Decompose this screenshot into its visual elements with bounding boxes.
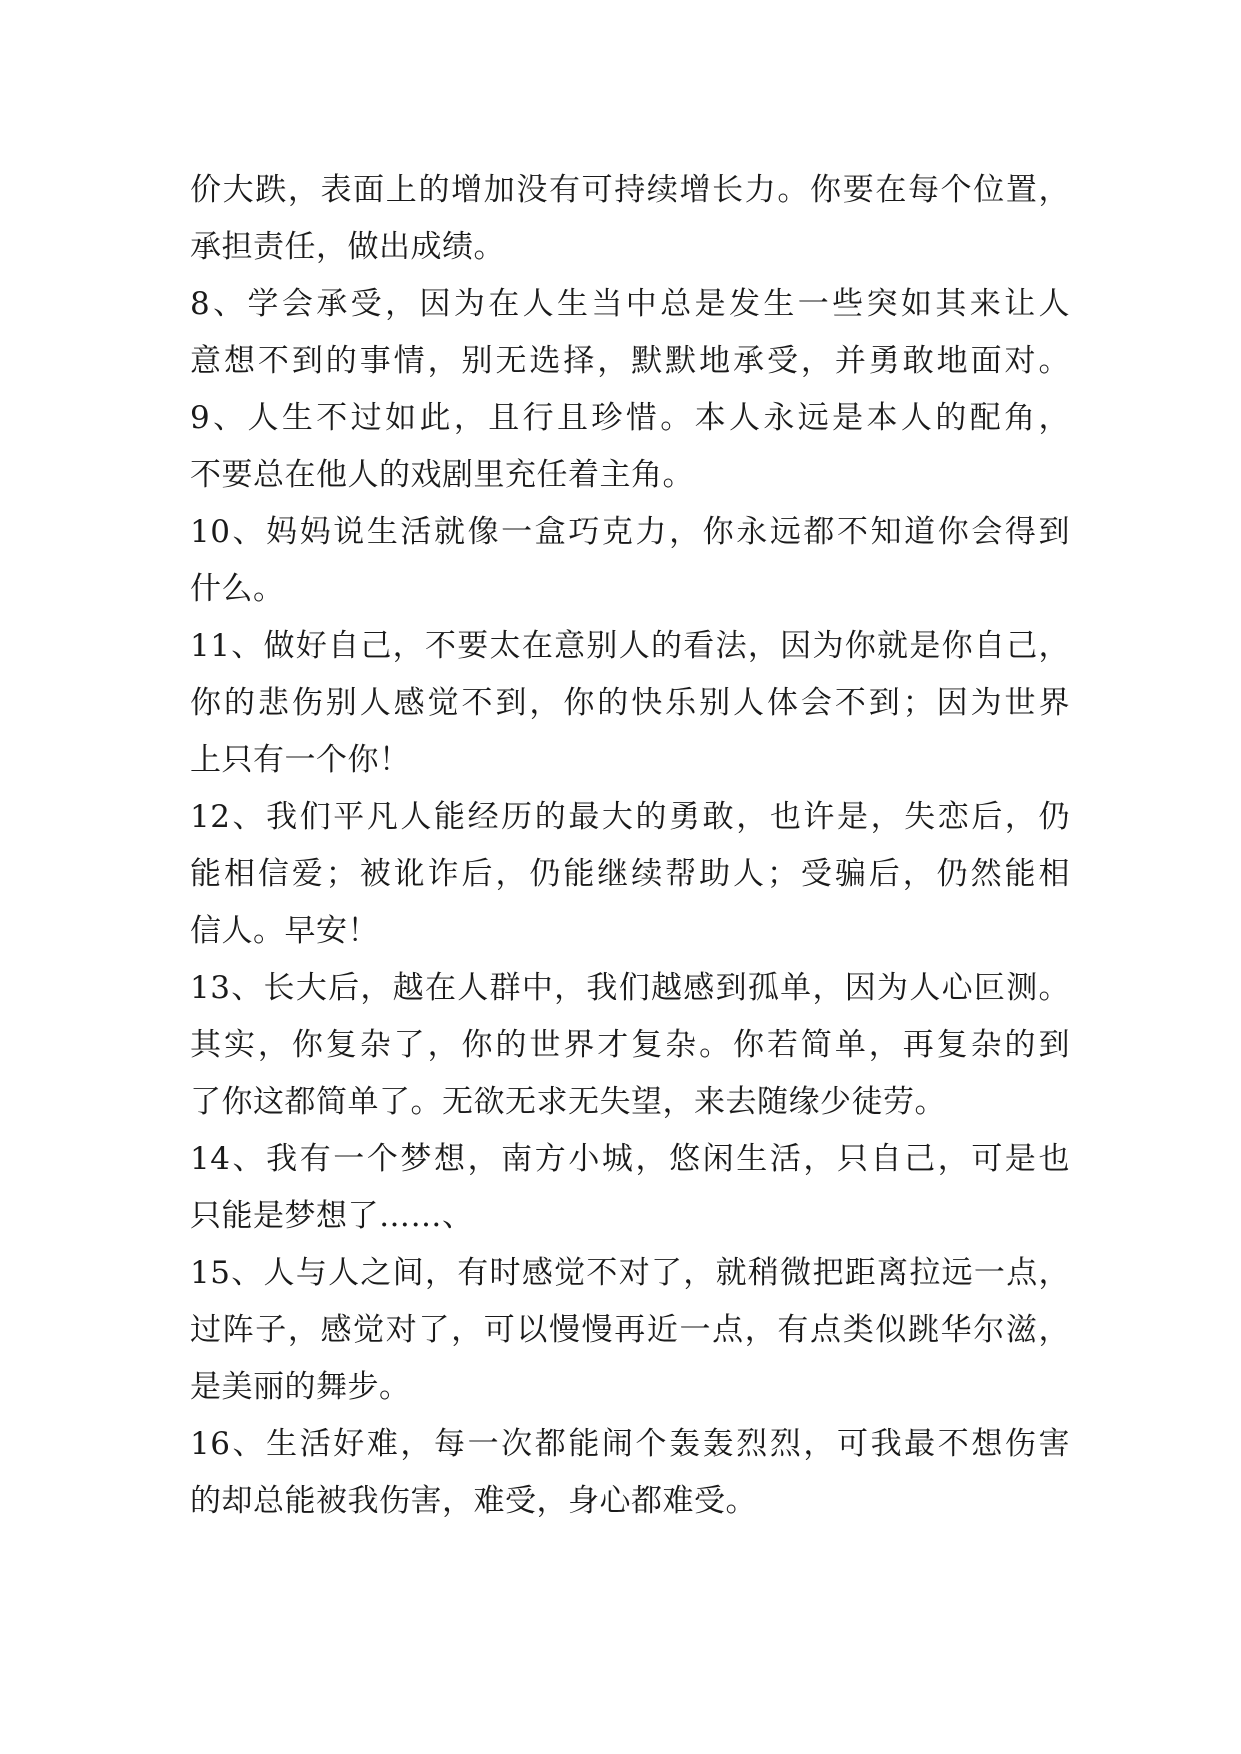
text-line: 过阵子，感觉对了，可以慢慢再近一点，有点类似跳华尔滋， — [190, 1312, 1070, 1348]
text-line: 信人。早安！ — [190, 913, 379, 949]
text-line: 是美丽的舞步。 — [190, 1369, 411, 1405]
text-line: 能相信爱；被讹诈后，仍能继续帮助人；受骗后，仍然能相 — [190, 856, 1070, 892]
text-line: 10、妈妈说生活就像一盒巧克力，你永远都不知道你会得到 — [190, 514, 1070, 550]
text-line: 16、生活好难，每一次都能闹个轰轰烈烈，可我最不想伤害 — [190, 1426, 1070, 1462]
text-line: 其实，你复杂了，你的世界才复杂。你若简单，再复杂的到 — [190, 1027, 1070, 1063]
text-line: 只能是梦想了……、 — [190, 1198, 474, 1234]
text-line: 11、做好自己，不要太在意别人的看法，因为你就是你自己， — [190, 628, 1070, 664]
text-line: 了你这都简单了。无欲无求无失望，来去随缘少徒劳。 — [190, 1084, 946, 1120]
text-line: 8、学会承受，因为在人生当中总是发生一些突如其来让人 — [190, 286, 1070, 322]
text-line: 13、长大后，越在人群中，我们越感到孤单，因为人心叵测。 — [190, 970, 1070, 1006]
text-line: 承担责任，做出成绩。 — [190, 229, 505, 265]
text-line: 上只有一个你！ — [190, 742, 411, 778]
text-line: 12、我们平凡人能经历的最大的勇敢，也许是，失恋后，仍 — [190, 799, 1070, 835]
text-line: 14、我有一个梦想，南方小城，悠闲生活，只自己，可是也 — [190, 1141, 1070, 1177]
text-line: 什么。 — [190, 571, 285, 607]
text-line: 价大跌，表面上的增加没有可持续增长力。你要在每个位置， — [190, 172, 1070, 208]
text-line: 9、人生不过如此，且行且珍惜。本人永远是本人的配角， — [190, 400, 1070, 436]
text-line: 不要总在他人的戏剧里充任着主角。 — [190, 457, 694, 493]
text-line: 15、人与人之间，有时感觉不对了，就稍微把距离拉远一点， — [190, 1255, 1070, 1291]
text-line: 意想不到的事情，别无选择，默默地承受，并勇敢地面对。 — [190, 343, 1070, 379]
text-line: 的却总能被我伤害，难受，身心都难受。 — [190, 1483, 757, 1519]
text-line: 你的悲伤别人感觉不到，你的快乐别人体会不到；因为世界 — [190, 685, 1070, 721]
